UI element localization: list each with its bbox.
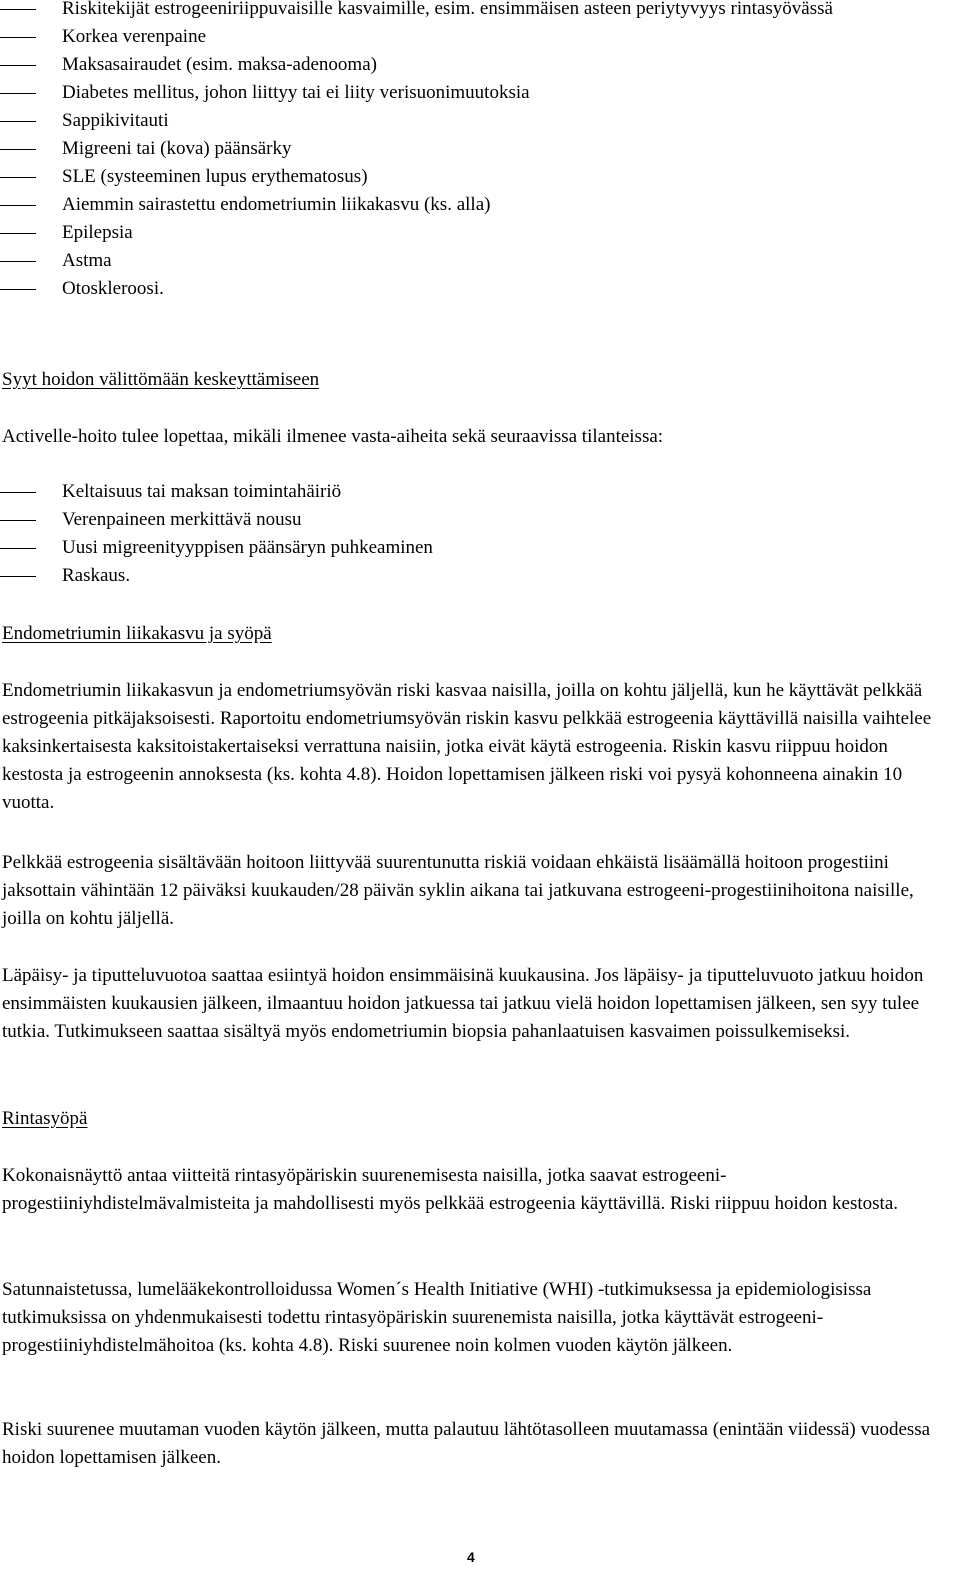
- list-item-text: Raskaus.: [62, 565, 131, 586]
- list-item: [0, 562, 940, 590]
- list-item: [0, 247, 940, 275]
- list-item-text: Sappikivitauti: [62, 110, 169, 131]
- risk-factor-list: [0, 0, 940, 303]
- list-item-text: Uusi migreenityyppisen päänsäryn puhkeaminen: [62, 537, 433, 558]
- list-item: [0, 23, 940, 51]
- list-item: [0, 534, 940, 562]
- list-item-text: Epilepsia: [62, 222, 133, 243]
- list-item-text: SLE (systeeminen lupus erythematosus): [62, 166, 368, 187]
- paragraph: Endometriumin liikakasvun ja endometriumsyövän riski kasvaa naisilla, joilla on kohtu jäljellä, kun he käyttävät pelkkää estrogeenia pitkäjaksoisesti. Raportoitu endometriumsyövän riskin kasvu pelkkää estrogeenia käyttävillä naisilla vaihtelee kaksinkertaisesta kaksitoistakertaiseksi verrattuna naisiin, jotka eivät käytä estrogeenia. Riskin kasvu riippuu hoidon kestosta ja estrogeenin annoksesta (ks. kohta 4.8). Hoidon lopettamisen jälkeen riski voi pysyä kohonneena ainakin 10 vuotta.: [2, 680, 932, 813]
- list-item-text: Maksasairaudet (esim. maksa-adenooma): [62, 54, 377, 75]
- list-item-text: Korkea verenpaine: [62, 26, 207, 47]
- paragraph: Satunnaistetussa, lumelääkekontrolloidussa Women´s Health Initiative (WHI) -tutkimuksessa ja epidemiologisissa tutkimuksissa on yhdenmukaisesti todettu rintasyöpäriskin suurenemista naisilla, jotka käyttävät estrogeeni-progestiiniyhdistelmähoitoa (ks. kohta 4.8). Riski suurenee noin kolmen vuoden käytön jälkeen.: [2, 1279, 872, 1356]
- paragraph: Riski suurenee muutaman vuoden käytön jälkeen, mutta palautuu lähtötasolleen muutamassa (enintään viidessä) vuodessa hoidon lopettamisen jälkeen.: [2, 1419, 931, 1468]
- list-item: [0, 51, 940, 79]
- list-item-text: Astma: [62, 250, 112, 271]
- list-item: [0, 135, 940, 163]
- list-item-text: Migreeni tai (kova) päänsärky: [62, 138, 292, 159]
- paragraph: Kokonaisnäyttö antaa viitteitä rintasyöpäriskin suurenemisesta naisilla, jotka saavat estrogeeni-progestiiniyhdistelmävalmisteita ja mahdollisesti myös pelkkää estrogeenia käyttävillä. Riski riippuu hoidon kestosta.: [2, 1165, 899, 1214]
- list-item: [0, 107, 940, 135]
- page-number: 4: [467, 1549, 475, 1565]
- list-item-text: Verenpaineen merkittävä nousu: [62, 509, 302, 530]
- list-item-text: Riskitekijät estrogeeniriippuvaisille kasvaimille, esim. ensimmäisen asteen periytyvyys rintasyövässä: [62, 0, 833, 19]
- list-item: [0, 478, 940, 506]
- stop-treatment-intro: Activelle-hoito tulee lopettaa, mikäli ilmenee vasta-aiheita sekä seuraavissa tilanteissa:: [2, 426, 664, 447]
- section-heading-stop-treatment: Syyt hoidon välittömään keskeyttämiseen: [2, 369, 320, 390]
- list-item: [0, 163, 940, 191]
- list-item: [0, 79, 940, 107]
- list-item-text: Aiemmin sairastettu endometriumin liikakasvu (ks. alla): [62, 194, 491, 215]
- list-item: [0, 219, 940, 247]
- stop-treatment-list: [0, 478, 940, 590]
- section-heading-breast-cancer: Rintasyöpä: [2, 1108, 88, 1129]
- list-item: [0, 506, 940, 534]
- list-item-text: Keltaisuus tai maksan toimintahäiriö: [62, 481, 342, 502]
- list-item-text: Diabetes mellitus, johon liittyy tai ei liity verisuonimuutoksia: [62, 82, 530, 103]
- paragraph: Läpäisy- ja tiputteluvuotoa saattaa esiintyä hoidon ensimmäisinä kuukausina. Jos läpäisy- ja tiputteluvuoto jatkuu hoidon ensimmäisten kuukausien jälkeen, ilmaantuu hoidon jatkuessa tai jatkuu vielä hoidon lopettamisen jälkeen, sen syy tulee tutkia. Tutkimukseen saattaa sisältyä myös endometriumin biopsia pahanlaatuisen kasvaimen poissulkemiseksi.: [2, 965, 924, 1042]
- paragraph: Pelkkää estrogeenia sisältävään hoitoon liittyvää suurentunutta riskiä voidaan ehkäistä lisäämällä hoitoon progestiini jaksottain vähintään 12 päiväksi kuukauden/28 päivän syklin aikana tai jatkuvana estrogeeni-progestiinihoitona naisille, joilla on kohtu jäljellä.: [2, 852, 914, 929]
- list-item: [0, 0, 940, 23]
- list-item: [0, 191, 940, 219]
- list-item: [0, 275, 940, 303]
- section-heading-endometrium: Endometriumin liikakasvu ja syöpä: [2, 623, 272, 644]
- list-item-text: Otoskleroosi.: [62, 278, 164, 299]
